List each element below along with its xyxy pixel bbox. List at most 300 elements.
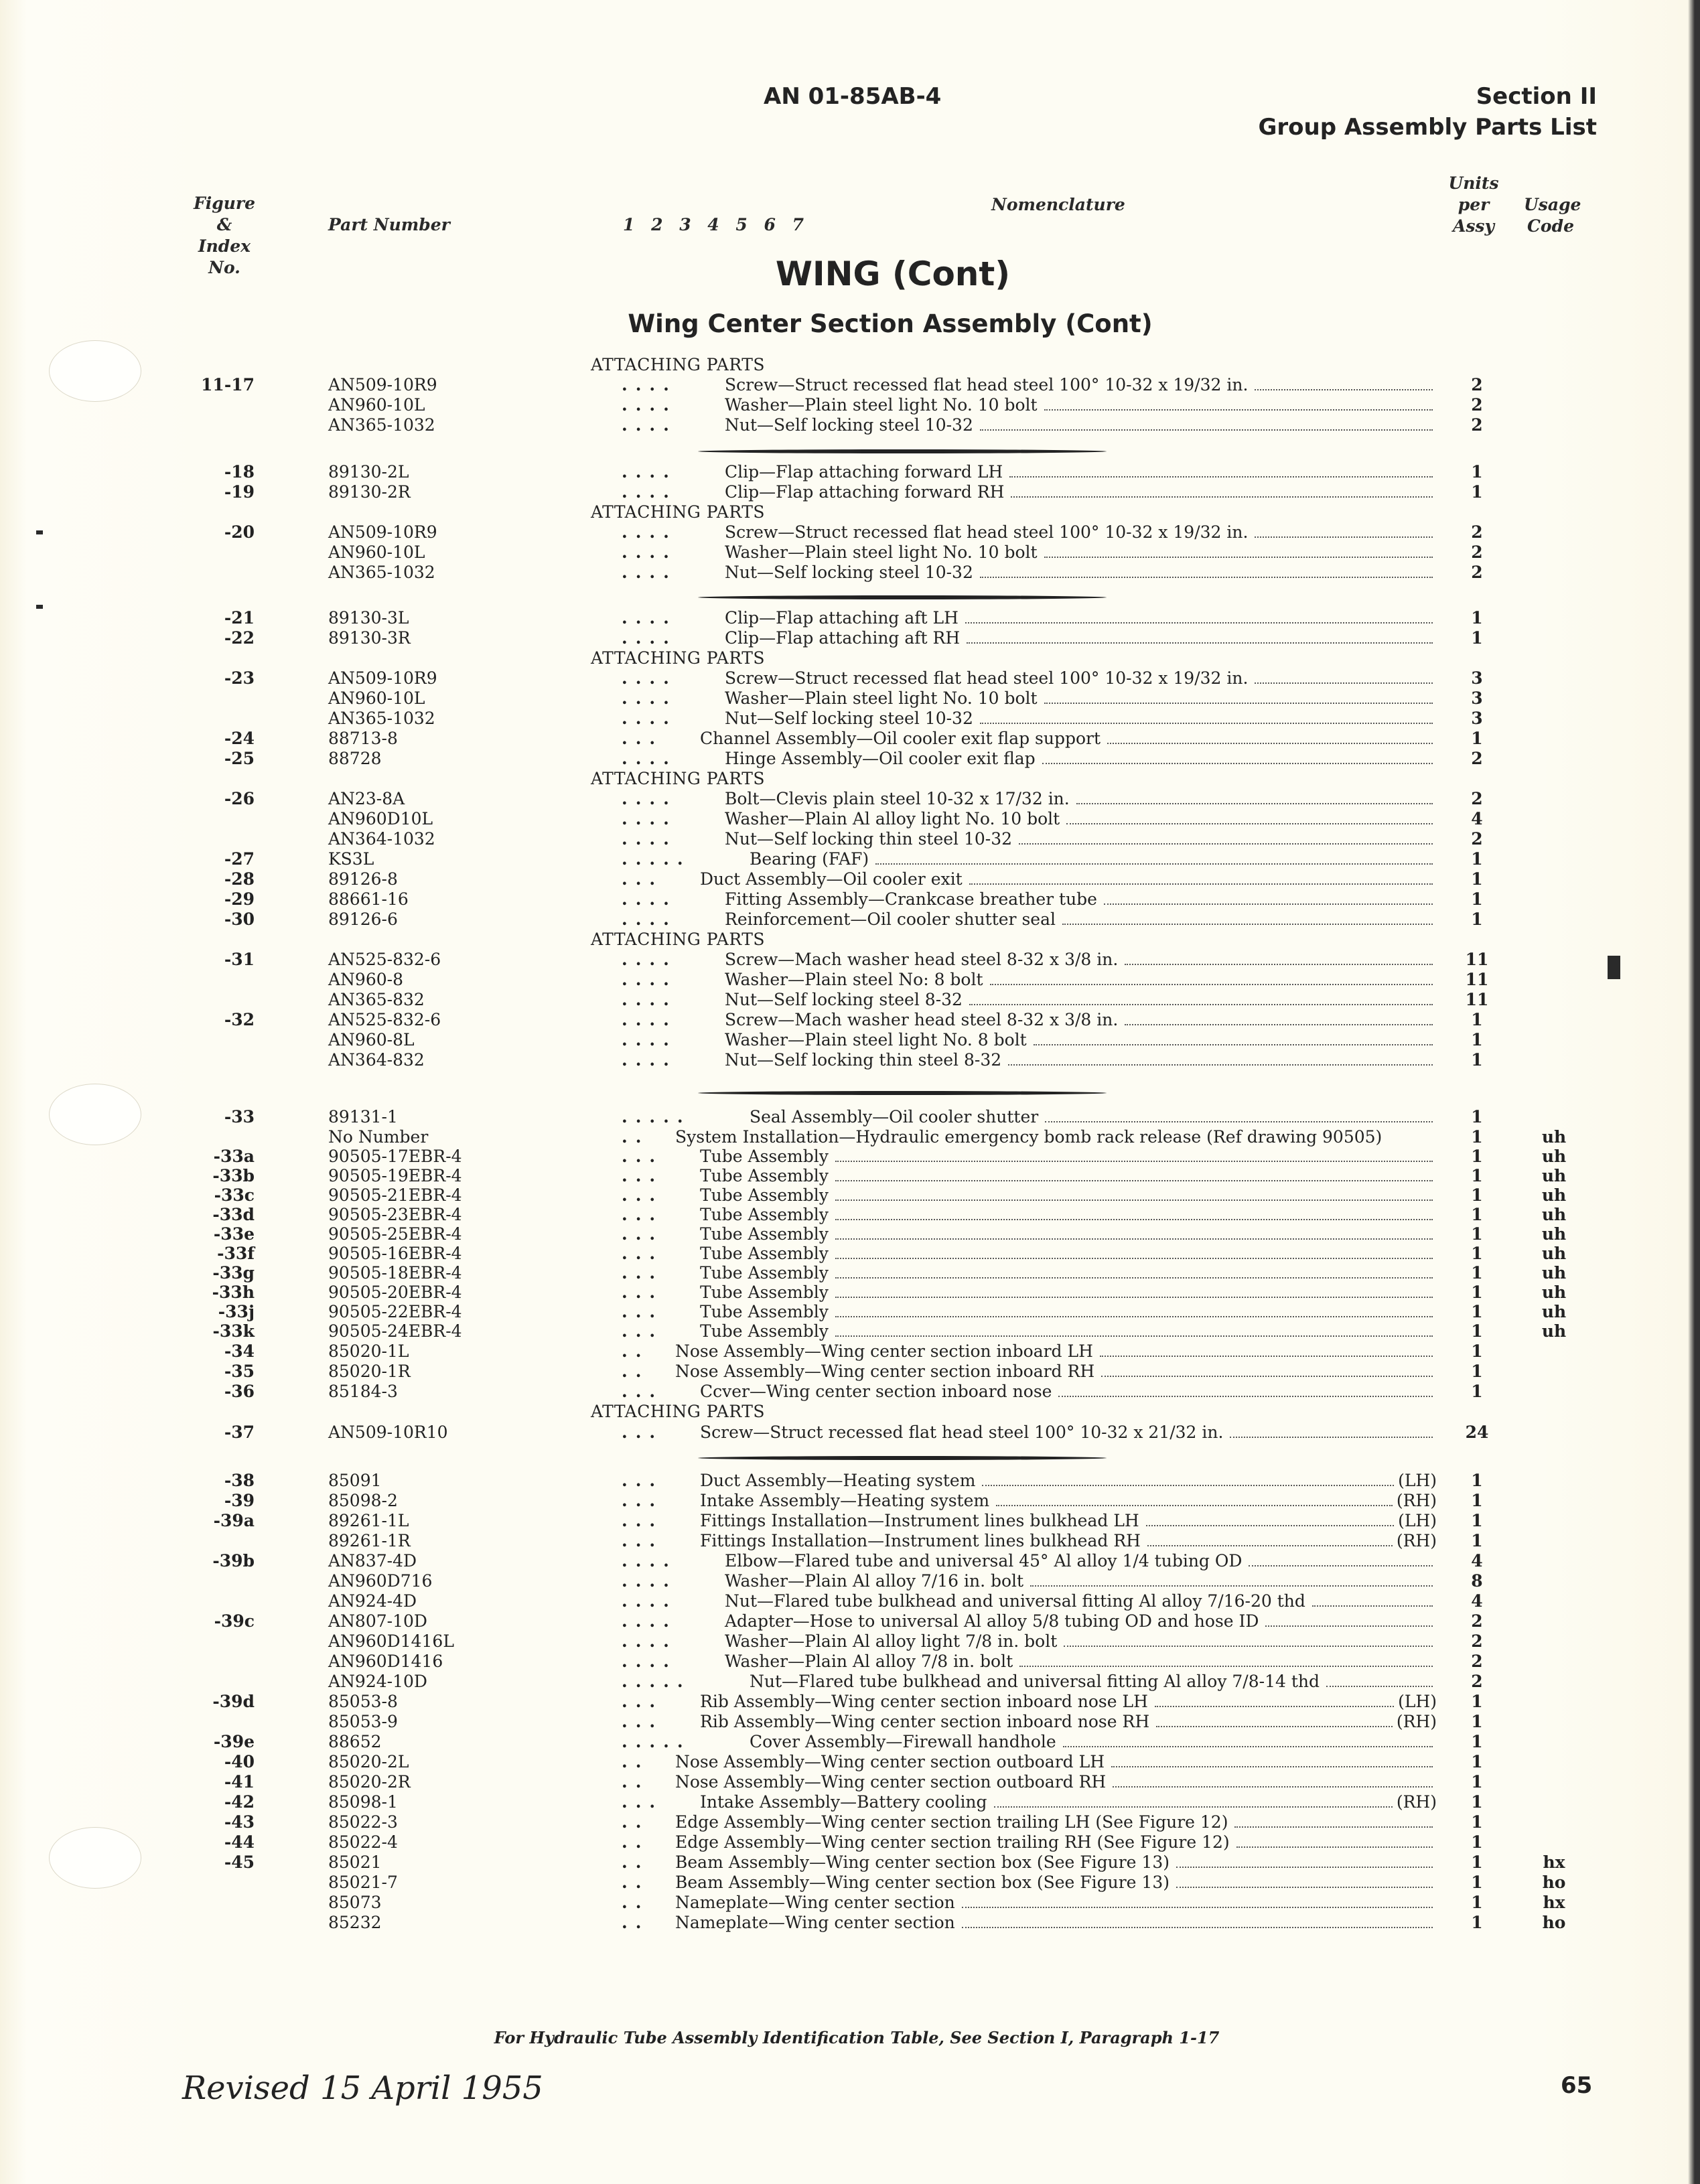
nomenclature xyxy=(675,1832,1437,1852)
units-per-assy: 2 xyxy=(1471,1631,1483,1651)
nomenclature-text: Tube Assembly xyxy=(700,1244,829,1263)
table-row xyxy=(0,1812,1700,1832)
part-number: 85020-2L xyxy=(328,1752,409,1771)
dot-leader xyxy=(1062,923,1433,925)
units-per-assy: 1 xyxy=(1471,1692,1483,1711)
figure-index: -38 xyxy=(224,1471,255,1490)
nomenclature-text: Washer—Plain steel light No. 10 bolt xyxy=(725,395,1038,415)
table-row xyxy=(0,1511,1700,1531)
dot-leader xyxy=(1312,1605,1433,1607)
figure-index: -41 xyxy=(224,1772,255,1792)
units-per-assy: 4 xyxy=(1471,1551,1483,1571)
dot-leader xyxy=(980,722,1433,724)
nomenclature-text: Nut—Self locking steel 10-32 xyxy=(725,709,973,728)
table-row xyxy=(0,1893,1700,1913)
col-part-number: Part Number xyxy=(328,215,450,234)
nomenclature-text: Ccver—Wing center section inboard nose xyxy=(700,1382,1052,1401)
part-number: 85098-2 xyxy=(328,1491,398,1510)
figure-index: -39d xyxy=(212,1692,255,1711)
nomenclature-text: Tube Assembly xyxy=(700,1302,829,1321)
nomenclature xyxy=(675,1852,1437,1873)
nomenclature-text: Fittings Installation—Instrument lines bulkhead RH xyxy=(700,1531,1141,1550)
nomenclature-text: Screw—Mach washer head steel 8-32 x 3/8 in. xyxy=(725,950,1119,969)
nomenclature-text: Tube Assembly xyxy=(700,1147,829,1166)
part-number: 90505-25EBR-4 xyxy=(328,1224,462,1244)
indent-dots: .... xyxy=(622,1631,677,1651)
part-number: 85021 xyxy=(328,1852,382,1872)
part-number: No Number xyxy=(328,1127,429,1147)
nomenclature xyxy=(700,1382,1437,1402)
nomenclature xyxy=(725,522,1437,542)
nomenclature-text: Rib Assembly—Wing center section inboard nose LH xyxy=(700,1692,1148,1711)
nomenclature-text: Washer—Plain steel light No. 8 bolt xyxy=(725,1030,1027,1049)
nomenclature xyxy=(700,1205,1437,1225)
usage-code: hx xyxy=(1543,1852,1565,1872)
section-divider-rule xyxy=(698,449,1107,453)
table-row xyxy=(0,729,1700,749)
table-row xyxy=(0,1631,1700,1652)
units-per-assy: 1 xyxy=(1471,1283,1483,1302)
units-per-assy: 1 xyxy=(1471,1127,1483,1147)
figure-index: -39e xyxy=(213,1732,255,1751)
indent-dots: .. xyxy=(622,1913,650,1932)
part-number: 85053-9 xyxy=(328,1712,398,1731)
dot-leader xyxy=(835,1160,1433,1162)
nomenclature xyxy=(700,1302,1437,1322)
figure-index: -33f xyxy=(217,1244,255,1263)
part-number: AN924-10D xyxy=(328,1672,427,1691)
nomenclature-text: Nameplate—Wing center section xyxy=(675,1913,955,1932)
indent-dots: .. xyxy=(622,1893,650,1912)
table-row xyxy=(0,1913,1700,1933)
indent-dots: ... xyxy=(622,869,664,889)
nomenclature-text: Duct Assembly—Heating system xyxy=(700,1471,976,1490)
table-row xyxy=(0,1591,1700,1611)
part-number: AN960-10L xyxy=(328,395,425,415)
part-number: 85022-3 xyxy=(328,1812,398,1832)
part-number: 85232 xyxy=(328,1913,382,1932)
dot-leader xyxy=(1234,1826,1433,1828)
col-usage-code: Usage Code xyxy=(1524,195,1581,236)
units-per-assy: 2 xyxy=(1471,375,1483,394)
nomenclature xyxy=(725,1631,1437,1652)
indent-dots: .... xyxy=(622,1571,677,1591)
units-per-assy: 1 xyxy=(1471,1873,1483,1892)
nomenclature-text: Tube Assembly xyxy=(700,1283,829,1302)
nomenclature xyxy=(725,415,1437,435)
nomenclature-text: Beam Assembly—Wing center section box (See Figure 13) xyxy=(675,1873,1170,1892)
units-per-assy: 2 xyxy=(1471,415,1483,435)
table-row xyxy=(0,1611,1700,1631)
table-row xyxy=(0,1491,1700,1511)
table-row xyxy=(0,608,1700,628)
doc-number: AN 01-85AB-4 xyxy=(764,83,942,110)
part-number: AN23-8A xyxy=(328,789,405,808)
part-number: 89130-3R xyxy=(328,628,411,648)
nomenclature xyxy=(700,1224,1437,1244)
nomenclature xyxy=(700,1712,1437,1732)
col-figure-index: Figure & Index No. xyxy=(194,194,255,277)
nomenclature xyxy=(725,829,1437,849)
nomenclature xyxy=(700,1244,1437,1264)
part-number: AN960-10L xyxy=(328,542,425,562)
part-number: AN525-832-6 xyxy=(328,950,441,969)
nomenclature-text: Tube Assembly xyxy=(700,1224,829,1244)
part-number: AN960D1416L xyxy=(328,1631,454,1651)
figure-index: -18 xyxy=(224,462,255,482)
units-per-assy: 1 xyxy=(1471,1107,1483,1126)
units-per-assy: 1 xyxy=(1471,849,1483,869)
dot-leader xyxy=(835,1296,1433,1298)
nomenclature-text: Fittings Installation—Instrument lines bulkhead LH xyxy=(700,1511,1139,1530)
indent-dots: .. xyxy=(622,1812,650,1832)
usage-code: uh xyxy=(1541,1127,1567,1147)
figure-index: -36 xyxy=(224,1382,255,1401)
units-per-assy: 1 xyxy=(1471,1205,1483,1224)
nomenclature-text: Adapter—Hose to universal Al alloy 5/8 tubing OD and hose ID xyxy=(725,1611,1259,1631)
nomenclature-text: Nose Assembly—Wing center section inboard RH xyxy=(675,1362,1095,1381)
nomenclature-text: Clip—Flap attaching forward RH xyxy=(725,482,1005,502)
figure-index: -26 xyxy=(224,789,255,808)
figure-index: -27 xyxy=(224,849,255,869)
indent-dots: .... xyxy=(622,709,677,728)
nomenclature xyxy=(725,563,1437,583)
col-units-per-assy: Units per Assy xyxy=(1448,173,1499,236)
nomenclature-text: Clip—Flap attaching aft LH xyxy=(725,608,959,628)
units-per-assy: 1 xyxy=(1471,1185,1483,1205)
dot-leader xyxy=(1008,1064,1433,1066)
nomenclature xyxy=(725,608,1437,628)
indent-dots: ... xyxy=(622,729,664,748)
indent-dots: .. xyxy=(622,1772,650,1792)
dot-leader xyxy=(1107,742,1433,744)
dot-leader xyxy=(1255,682,1433,684)
dot-leader xyxy=(969,883,1433,885)
figure-index: -43 xyxy=(224,1812,255,1832)
nomenclature xyxy=(725,542,1437,563)
side-designator: (RH) xyxy=(1396,1712,1437,1731)
part-number: AN960-8 xyxy=(328,970,403,989)
figure-index: -33d xyxy=(212,1205,255,1224)
table-row xyxy=(0,1792,1700,1812)
table-row xyxy=(0,1341,1700,1362)
dot-leader xyxy=(1125,963,1433,965)
figure-index: -32 xyxy=(224,1010,255,1029)
side-designator: (RH) xyxy=(1396,1531,1437,1550)
units-per-assy: 1 xyxy=(1471,1147,1483,1166)
indent-dots: .... xyxy=(622,415,677,435)
dot-leader xyxy=(1100,1355,1433,1357)
nomenclature xyxy=(725,709,1437,729)
table-row xyxy=(0,829,1700,849)
figure-index: -20 xyxy=(224,522,255,542)
units-per-assy: 1 xyxy=(1471,729,1483,748)
figure-index: -39a xyxy=(213,1511,255,1530)
units-per-assy: 1 xyxy=(1471,628,1483,648)
nomenclature-text: Screw—Struct recessed flat head steel 100° 10-32 x 19/32 in. xyxy=(725,668,1249,688)
nomenclature-text: Tube Assembly xyxy=(700,1263,829,1283)
dot-leader xyxy=(1030,1585,1433,1587)
nomenclature xyxy=(725,668,1437,688)
units-per-assy: 1 xyxy=(1471,482,1483,502)
nomenclature-text: Hinge Assembly—Oil cooler exit flap xyxy=(725,749,1036,768)
nomenclature-text: Washer—Plain steel No: 8 bolt xyxy=(725,970,983,989)
units-per-assy: 2 xyxy=(1471,522,1483,542)
nomenclature xyxy=(725,909,1437,930)
nomenclature-text: Bearing (FAF) xyxy=(750,849,869,869)
indent-dots: .... xyxy=(622,809,677,828)
part-number: 88652 xyxy=(328,1732,382,1751)
indent-dots: ... xyxy=(622,1712,664,1731)
part-number: 85020-1R xyxy=(328,1362,411,1381)
part-number: AN365-1032 xyxy=(328,415,435,435)
part-number: 85020-1L xyxy=(328,1341,409,1361)
dot-leader xyxy=(1042,762,1433,764)
dot-leader xyxy=(1249,1564,1433,1567)
part-number: 85098-1 xyxy=(328,1792,398,1812)
part-number: AN837-4D xyxy=(328,1551,417,1571)
nomenclature xyxy=(725,1030,1437,1050)
figure-index: -31 xyxy=(224,950,255,969)
table-row xyxy=(0,1050,1700,1070)
side-designator: (RH) xyxy=(1396,1792,1437,1812)
nomenclature-text: Tube Assembly xyxy=(700,1166,829,1185)
nomenclature xyxy=(675,1772,1437,1792)
indent-dots: .. xyxy=(622,1341,650,1361)
table-row xyxy=(0,1362,1700,1382)
part-number: AN365-832 xyxy=(328,990,425,1009)
usage-code: uh xyxy=(1541,1166,1567,1185)
figure-index: -45 xyxy=(224,1852,255,1872)
units-per-assy: 1 xyxy=(1471,1382,1483,1401)
indent-dots: .... xyxy=(622,668,677,688)
indent-dots: ... xyxy=(622,1692,664,1711)
table-row xyxy=(0,1672,1700,1692)
dot-leader xyxy=(1063,1745,1433,1747)
nomenclature-text: Clip—Flap attaching forward LH xyxy=(725,462,1003,482)
indent-dots: .... xyxy=(622,909,677,929)
indent-dots: .... xyxy=(622,829,677,849)
indent-dots: ... xyxy=(622,1382,664,1401)
table-row xyxy=(0,1263,1700,1283)
figure-index: -33g xyxy=(212,1263,255,1283)
indent-dots: ... xyxy=(622,1263,664,1283)
part-number: 88728 xyxy=(328,749,382,768)
usage-code: hx xyxy=(1543,1893,1565,1912)
figure-index: -22 xyxy=(224,628,255,648)
figure-index: -40 xyxy=(224,1752,255,1771)
dot-leader xyxy=(1101,1375,1433,1377)
figure-index: -24 xyxy=(224,729,255,748)
dot-leader xyxy=(835,1218,1433,1220)
dot-leader xyxy=(1155,1705,1394,1707)
part-number: 89126-8 xyxy=(328,869,398,889)
table-row xyxy=(0,1852,1700,1873)
dot-leader xyxy=(1111,1765,1433,1767)
attaching-parts-heading xyxy=(0,502,1700,522)
dot-leader xyxy=(1125,1023,1433,1025)
figure-index: -39b xyxy=(212,1551,255,1571)
nomenclature-text: Intake Assembly—Battery cooling xyxy=(700,1792,987,1812)
table-row xyxy=(0,789,1700,809)
units-per-assy: 1 xyxy=(1471,1030,1483,1049)
dot-leader xyxy=(1146,1524,1394,1526)
dot-leader xyxy=(1230,1436,1433,1438)
figure-index: -33j xyxy=(218,1302,255,1321)
indent-dots: ... xyxy=(622,1147,664,1166)
part-number: 88713-8 xyxy=(328,729,398,748)
nomenclature-text: Tube Assembly xyxy=(700,1321,829,1341)
nomenclature xyxy=(725,482,1437,502)
nomenclature xyxy=(725,1591,1437,1611)
units-per-assy: 1 xyxy=(1471,1511,1483,1530)
indent-dots: .... xyxy=(622,1611,677,1631)
indent-dots: .... xyxy=(622,1551,677,1571)
figure-index: -33h xyxy=(212,1283,255,1302)
dot-leader xyxy=(875,863,1433,865)
nomenclature xyxy=(700,1185,1437,1206)
nomenclature xyxy=(675,1812,1437,1832)
units-per-assy: 11 xyxy=(1465,970,1489,989)
indent-dots: ..... xyxy=(622,849,691,869)
attaching-parts-label: ATTACHING PARTS xyxy=(591,502,766,522)
indent-dots: ... xyxy=(622,1471,664,1490)
indent-dots: ... xyxy=(622,1302,664,1321)
units-per-assy: 1 xyxy=(1471,1893,1483,1912)
table-row xyxy=(0,375,1700,395)
nomenclature-text: Washer—Plain steel light No. 10 bolt xyxy=(725,542,1038,562)
part-number: AN960-10L xyxy=(328,688,425,708)
dot-leader xyxy=(990,983,1433,985)
attaching-parts-heading xyxy=(0,1402,1700,1422)
part-number: 85021-7 xyxy=(328,1873,398,1892)
nomenclature xyxy=(750,1107,1437,1127)
nomenclature-text: Nut—Self locking steel 10-32 xyxy=(725,563,973,582)
table-row xyxy=(0,1531,1700,1551)
nomenclature xyxy=(675,1893,1437,1913)
dot-leader xyxy=(962,1926,1433,1928)
indent-dots: .... xyxy=(622,1591,677,1611)
dot-leader xyxy=(1076,802,1433,804)
table-row xyxy=(0,1712,1700,1732)
part-number: 85184-3 xyxy=(328,1382,398,1401)
table-row xyxy=(0,1224,1700,1244)
units-per-assy: 1 xyxy=(1471,1471,1483,1490)
nomenclature xyxy=(750,1732,1437,1752)
nomenclature xyxy=(700,1471,1437,1491)
page-title: WING (Cont) xyxy=(775,254,1011,293)
attaching-parts-label: ATTACHING PARTS xyxy=(591,1402,766,1421)
indent-dots: .... xyxy=(622,462,677,482)
dot-leader xyxy=(1326,1685,1433,1687)
indent-dots: ..... xyxy=(622,1107,691,1126)
nomenclature xyxy=(700,1263,1437,1283)
part-number: AN364-1032 xyxy=(328,829,435,849)
indent-dots: .... xyxy=(622,970,677,989)
dot-leader xyxy=(835,1199,1433,1201)
usage-code: uh xyxy=(1541,1263,1567,1283)
nomenclature-text: Fitting Assembly—Crankcase breather tube xyxy=(725,889,1097,909)
table-row xyxy=(0,1752,1700,1772)
attaching-parts-heading xyxy=(0,355,1700,375)
part-number: 88661-16 xyxy=(328,889,409,909)
part-number: 90505-24EBR-4 xyxy=(328,1321,462,1341)
dot-leader xyxy=(1044,409,1433,411)
dot-leader xyxy=(1066,822,1433,824)
units-per-assy: 2 xyxy=(1471,1652,1483,1671)
nomenclature-text: Washer—Plain Al alloy 7/16 in. bolt xyxy=(725,1571,1024,1591)
nomenclature xyxy=(725,1611,1437,1631)
side-designator: (RH) xyxy=(1396,1491,1437,1510)
dot-leader xyxy=(835,1335,1433,1337)
usage-code: uh xyxy=(1541,1283,1567,1302)
nomenclature-text: System Installation—Hydraulic emergency bomb rack release (Ref drawing 90505) xyxy=(675,1127,1383,1147)
indent-dots: .... xyxy=(622,1050,677,1070)
table-row xyxy=(0,628,1700,648)
table-row xyxy=(0,1283,1700,1303)
nomenclature xyxy=(700,1792,1437,1812)
nomenclature xyxy=(725,789,1437,809)
table-row xyxy=(0,1571,1700,1591)
nomenclature xyxy=(700,1283,1437,1303)
dot-leader xyxy=(1045,1120,1433,1122)
footer-note: For Hydraulic Tube Assembly Identification Table, See Section I, Paragraph 1-17 xyxy=(494,2028,1220,2047)
part-number: AN509-10R9 xyxy=(328,668,437,688)
part-number: AN525-832-6 xyxy=(328,1010,441,1029)
part-number: 90505-20EBR-4 xyxy=(328,1283,462,1302)
nomenclature xyxy=(725,889,1437,909)
units-per-assy: 2 xyxy=(1471,749,1483,768)
part-number: 90505-21EBR-4 xyxy=(328,1185,462,1205)
figure-index: -34 xyxy=(224,1341,255,1361)
table-row xyxy=(0,395,1700,415)
usage-code: ho xyxy=(1542,1873,1566,1892)
nomenclature-text: Washer—Plain Al alloy 7/8 in. bolt xyxy=(725,1652,1013,1671)
dot-leader xyxy=(980,429,1433,431)
nomenclature-text: Tube Assembly xyxy=(700,1205,829,1224)
dot-leader xyxy=(1113,1786,1433,1788)
units-per-assy: 8 xyxy=(1471,1571,1483,1591)
table-row xyxy=(0,482,1700,502)
dot-leader xyxy=(835,1257,1433,1259)
units-per-assy: 1 xyxy=(1471,462,1483,482)
part-number: AN960D10L xyxy=(328,809,433,828)
nomenclature-text: Channel Assembly—Oil cooler exit flap support xyxy=(700,729,1101,748)
nomenclature xyxy=(675,1752,1437,1772)
nomenclature-text: Edge Assembly—Wing center section trailing RH (See Figure 12) xyxy=(675,1832,1230,1852)
figure-index: -39c xyxy=(214,1611,255,1631)
units-per-assy: 2 xyxy=(1471,829,1483,849)
part-number: AN365-1032 xyxy=(328,563,435,582)
nomenclature xyxy=(725,1010,1437,1030)
dot-leader xyxy=(980,576,1433,578)
part-number: 90505-16EBR-4 xyxy=(328,1244,462,1263)
nomenclature-text: Nut—Flared tube bulkhead and universal fitting Al alloy 7/16-20 thd xyxy=(725,1591,1305,1611)
units-per-assy: 4 xyxy=(1471,809,1483,828)
assembly-subtitle: Wing Center Section Assembly (Cont) xyxy=(628,309,1153,338)
indent-dots: .... xyxy=(622,522,677,542)
units-per-assy: 1 xyxy=(1471,1752,1483,1771)
part-number: 89261-1R xyxy=(328,1531,411,1550)
nomenclature-text: Cover Assembly—Firewall handhole xyxy=(750,1732,1056,1751)
table-row xyxy=(0,1423,1700,1443)
figure-index: -42 xyxy=(224,1792,255,1812)
part-number: 89261-1L xyxy=(328,1511,409,1530)
part-number: AN960D716 xyxy=(328,1571,433,1591)
indent-dots: .... xyxy=(622,749,677,768)
table-row xyxy=(0,909,1700,930)
dot-leader xyxy=(1176,1886,1433,1888)
